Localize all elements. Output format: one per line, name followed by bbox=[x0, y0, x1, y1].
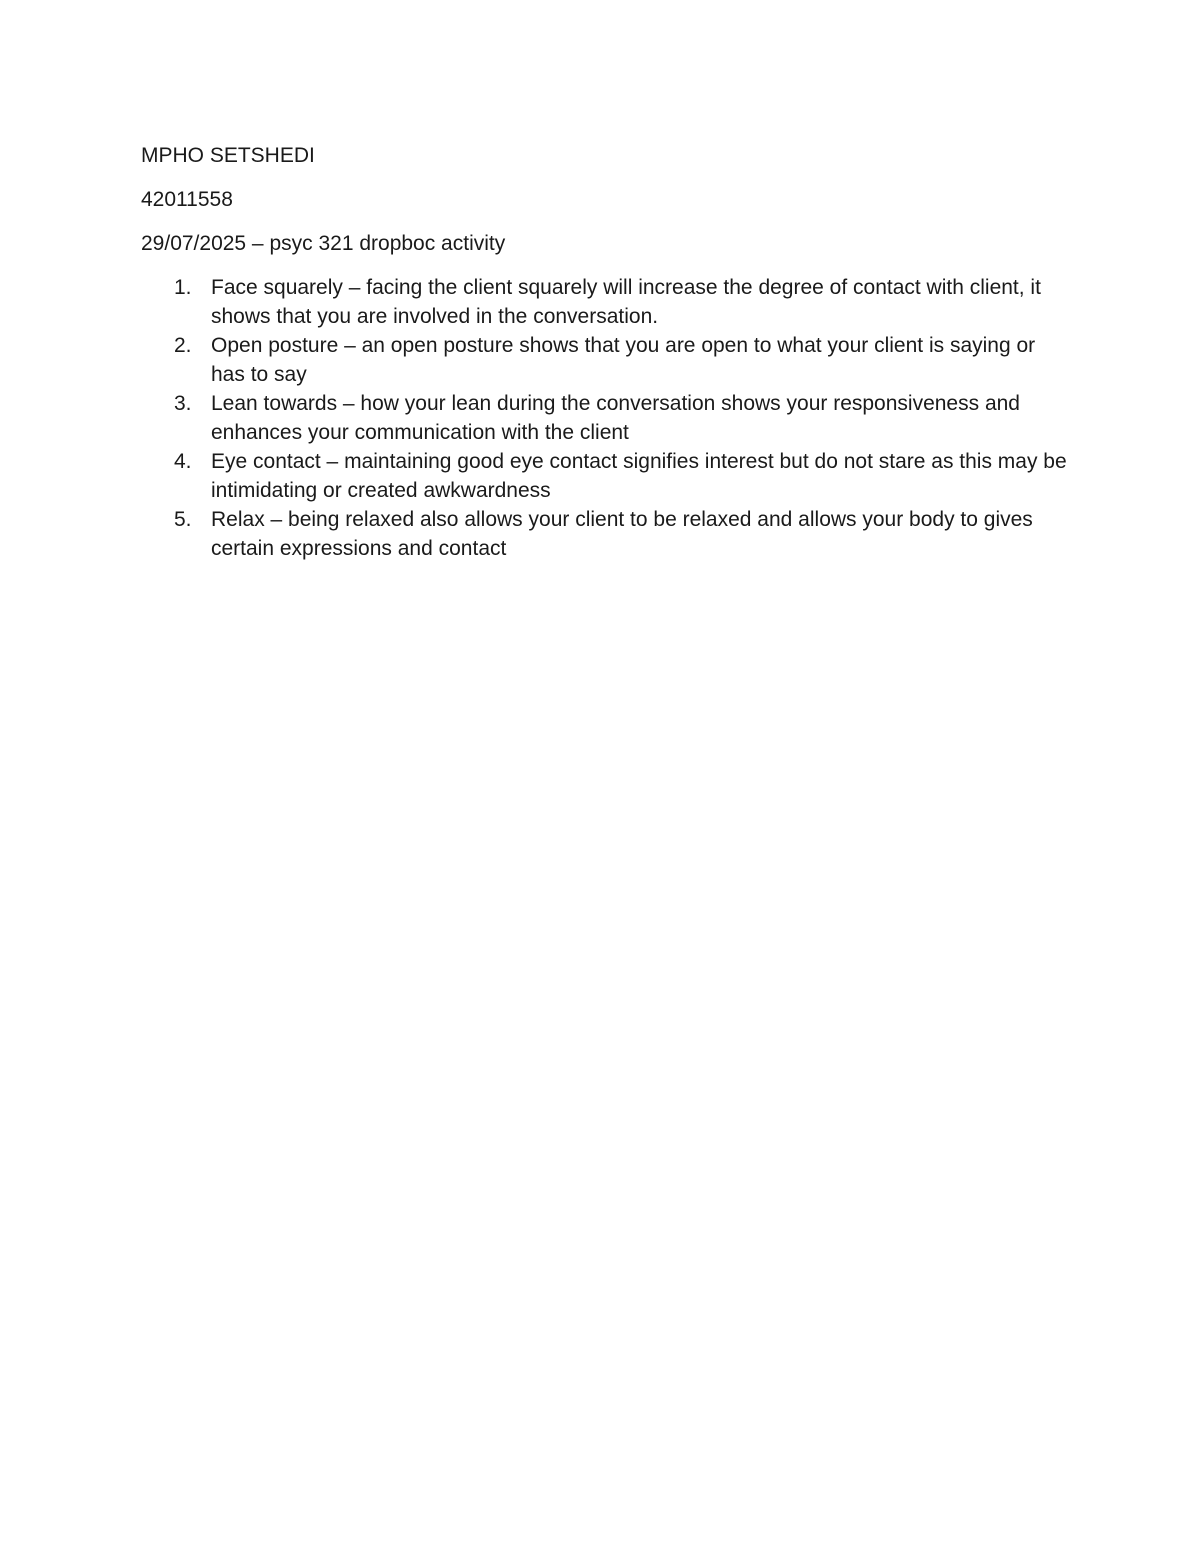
list-item bbox=[141, 389, 1071, 447]
list-item-text: Relax – being relaxed also allows your client to be relaxed and allows your body to gives certain expressions and contact bbox=[211, 508, 1033, 560]
list-item bbox=[141, 273, 1071, 331]
list-item-text: Face squarely – facing the client squarely will increase the degree of contact with client, it shows that you are involved in the conversation. bbox=[211, 276, 1041, 328]
list-item-number: 2. bbox=[174, 334, 192, 357]
list-item-number: 4. bbox=[174, 450, 192, 473]
date-and-activity-title: 29/07/2025 – psyc 321 dropboc activity bbox=[141, 232, 506, 255]
list-item-text: Lean towards – how your lean during the conversation shows your responsiveness and enhances your communication with the client bbox=[211, 392, 1020, 444]
list-item-number: 5. bbox=[174, 508, 192, 531]
numbered-list bbox=[141, 273, 1071, 563]
list-item-text: Eye contact – maintaining good eye contact signifies interest but do not stare as this may be intimidating or created awkwardness bbox=[211, 450, 1067, 502]
list-item bbox=[141, 447, 1071, 505]
list-item-text: Open posture – an open posture shows that you are open to what your client is saying or has to say bbox=[211, 334, 1036, 386]
document-body bbox=[141, 141, 1071, 563]
list-item-number: 3. bbox=[174, 392, 192, 415]
list-item-number: 1. bbox=[174, 276, 192, 299]
author-name: MPHO SETSHEDI bbox=[141, 144, 315, 167]
list-item bbox=[141, 505, 1071, 563]
student-number: 42011558 bbox=[141, 188, 233, 211]
list-item bbox=[141, 331, 1071, 389]
